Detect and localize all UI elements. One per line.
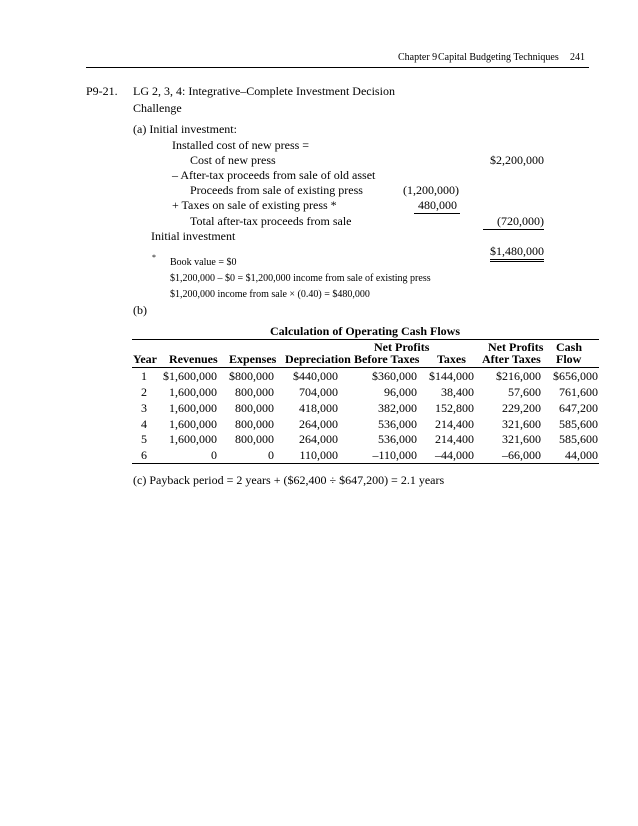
col-expenses-header: Expenses [229,352,277,366]
initial-investment-label: Initial investment [151,229,236,243]
cell-cf: 647,200 [559,401,598,415]
cell-taxes: 38,400 [441,385,474,399]
cell-taxes: 152,800 [435,401,474,415]
cell-taxes: 214,400 [435,417,474,431]
cell-cf: 585,600 [559,432,598,446]
table-header-rule [132,367,599,368]
cell-cf: 44,000 [565,448,598,462]
cell-depreciation: 704,000 [299,385,338,399]
col-revenues-header: Revenues [169,352,218,366]
col-npbt-header-line1: Net Profits [374,340,430,354]
cell-expenses: 800,000 [235,401,274,415]
header-chapter: Chapter 9 [398,52,438,63]
cell-taxes: $144,000 [429,369,474,383]
cell-npbt: 536,000 [378,432,417,446]
cell-npat: 57,600 [508,385,541,399]
cost-new-press-label: Cost of new press [190,153,276,167]
cell-npbt: 382,000 [378,401,417,415]
cost-new-press-value: $2,200,000 [490,153,544,167]
cell-year: 3 [141,401,147,415]
cell-depreciation: $440,000 [293,369,338,383]
cell-year: 2 [141,385,147,399]
table-title: Calculation of Operating Cash Flows [270,324,461,338]
header-page-number: 241 [570,52,585,63]
after-tax-proceeds-label: – After-tax proceeds from sale of old asset [172,168,376,182]
col-npat-header-line1: Net Profits [488,340,544,354]
cell-cf: $656,000 [553,369,598,383]
col-depreciation-header: Depreciation [285,352,351,366]
cell-revenues: 1,600,000 [169,417,217,431]
installed-cost-label: Installed cost of new press = [172,138,310,152]
footnote-line-1: Book value = $0 [170,257,237,268]
taxes-sale-label: + Taxes on sale of existing press * [172,198,337,212]
cell-year: 1 [141,369,147,383]
col-npat-header-line2: After Taxes [482,352,541,366]
footnote-marker: * [152,253,156,262]
cell-expenses: 0 [268,448,274,462]
proceeds-sale-label: Proceeds from sale of existing press [190,183,363,197]
col-npbt-header-line2: Before Taxes [354,352,420,366]
col-cf-header-line1: Cash [556,340,583,354]
cell-npat: $216,000 [496,369,541,383]
cell-npbt: 536,000 [378,417,417,431]
header-section: Capital Budgeting Techniques [438,52,559,63]
part-a-label: (a) Initial investment: [133,122,237,136]
cell-expenses: 800,000 [235,417,274,431]
table-bottom-rule [132,463,599,464]
cell-revenues: 0 [211,448,217,462]
part-b-label: (b) [133,303,147,317]
cell-taxes: –44,000 [435,448,474,462]
cell-npat: 229,200 [502,401,541,415]
cell-depreciation: 110,000 [299,448,338,462]
taxes-sale-value: 480,000 [414,198,460,214]
problem-level: Challenge [133,101,182,115]
cell-npat: –66,000 [502,448,541,462]
cell-expenses: 800,000 [235,432,274,446]
total-after-tax-value: (720,000) [483,214,544,230]
cell-year: 4 [141,417,147,431]
cell-taxes: 214,400 [435,432,474,446]
cell-npbt: 96,000 [384,385,417,399]
cell-revenues: 1,600,000 [169,432,217,446]
cell-revenues: $1,600,000 [163,369,217,383]
footnote-line-3: $1,200,000 income from sale × (0.40) = $480,000 [170,289,370,300]
cell-depreciation: 418,000 [299,401,338,415]
cell-revenues: 1,600,000 [169,385,217,399]
cell-revenues: 1,600,000 [169,401,217,415]
col-year-header: Year [133,352,157,366]
cell-depreciation: 264,000 [299,417,338,431]
col-taxes-header: Taxes [437,352,466,366]
problem-title: LG 2, 3, 4: Integrative–Complete Investment Decision [133,84,395,98]
cell-expenses: $800,000 [229,369,274,383]
cell-npbt: $360,000 [372,369,417,383]
payback-period: (c) Payback period = 2 years + ($62,400 ÷ $647,200) = 2.1 years [133,473,445,487]
cell-year: 6 [141,448,147,462]
col-cf-header-line2: Flow [556,352,582,366]
problem-number: P9-21. [86,84,118,98]
cell-expenses: 800,000 [235,385,274,399]
header-rule [86,67,589,68]
proceeds-sale-value: (1,200,000) [403,183,459,197]
cell-cf: 761,600 [559,385,598,399]
cell-npat: 321,600 [502,432,541,446]
footnote-line-2: $1,200,000 – $0 = $1,200,000 income from sale of existing press [170,273,431,284]
initial-investment-value: $1,480,000 [490,244,544,262]
cell-npbt: –110,000 [372,448,417,462]
total-after-tax-label: Total after-tax proceeds from sale [190,214,352,228]
cell-depreciation: 264,000 [299,432,338,446]
cell-year: 5 [141,432,147,446]
cell-npat: 321,600 [502,417,541,431]
cell-cf: 585,600 [559,417,598,431]
